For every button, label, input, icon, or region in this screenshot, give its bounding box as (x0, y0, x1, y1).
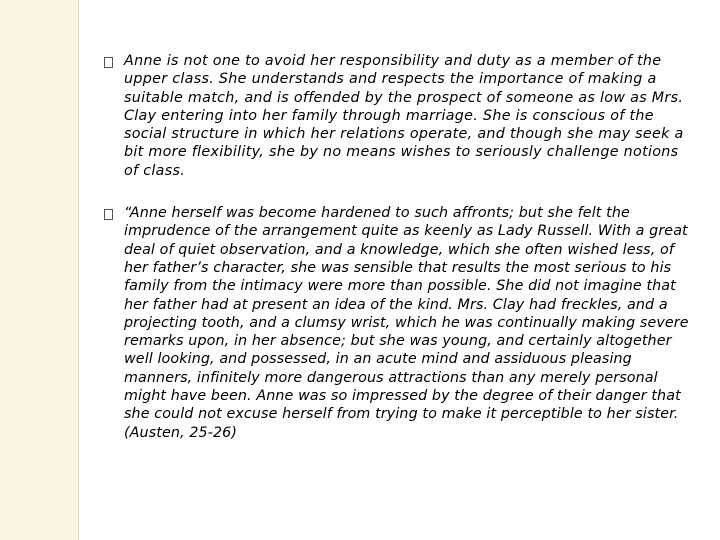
bullet-text: Anne is not one to avoid her responsibility and duty as a member of the upper class. She understands and respects the importance of making a suitable match, and is offended by the prospect of someone as low as Mrs. Clay entering into her family through marriage. She is conscious of the social structure in which her relations operate, and though she may seek a bit more flexibility, she by no means wishes to seriously challenge notions of class. (124, 53, 684, 179)
bullet-text: “Anne herself was become hardened to such affronts; but she felt the imprudence of the arrangement quite as keenly as Lady Russell. With a great deal of quiet observation, and a knowledge, which she often wished less, of her father’s character, she was sensible that results the most serious to his family from the intimacy were more than possible. She did not imagine that her father had at present an idea of the kind. Mrs. Clay had freckles, and a projecting tooth, and a clumsy wrist, which he was continually making severe remarks upon, in her absence; but she was young, and certainly altogether well looking, and possessed, in an acute mind and assiduous pleasing manners, infinitely more dangerous attractions than any merely personal might have been. Anne was so impressed by the degree of their danger that she could not excuse herself from trying to make it perceptible to her sister. (Austen, 25-26) (124, 205, 689, 441)
bullet-item (104, 204, 694, 442)
left-decorative-band (0, 0, 78, 540)
bullet-item (104, 52, 694, 180)
square-bullet-icon (104, 57, 113, 68)
slide-body (104, 52, 694, 442)
band-divider (78, 0, 79, 540)
square-bullet-icon (104, 209, 113, 220)
